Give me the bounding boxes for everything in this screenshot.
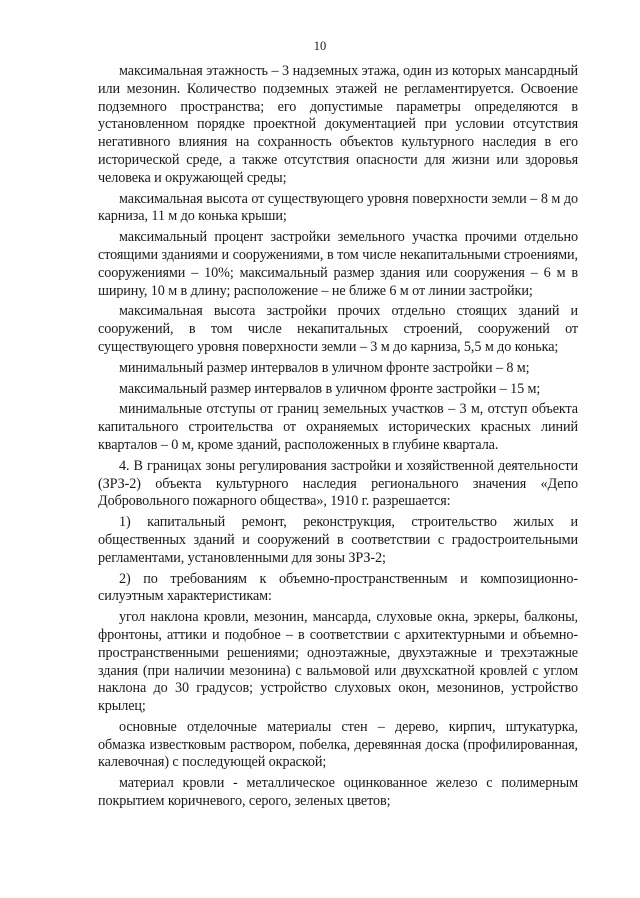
document-body [98, 63, 578, 814]
paragraph-max-height-other: максимальная высота застройки прочих отдельно стоящих зданий и сооружений, в том числе некапитальных строений, сооружений от существующего уровня поверхности земли – 3 м до карниза, 5,5 м до конька; [98, 303, 578, 355]
paragraph-roof-material: материал кровли - металлическое оцинкованное железо с полимерным покрытием коричневого, серого, зеленых цветов; [98, 775, 578, 810]
paragraph-max-height: максимальная высота от существующего уровня поверхности земли – 8 м до карниза, 11 м до конька крыши; [98, 190, 578, 225]
paragraph-zone-rz2-heading: 4. В границах зоны регулирования застройки и хозяйственной деятельности (ЗРЗ-2) объекта культурного наследия регионального значения «Депо Добровольного пожарного общества», 1910 г. разрешается: [98, 457, 578, 510]
paragraph-roof-angle: угол наклона кровли, мезонин, мансарда, слуховые окна, эркеры, балконы, фронтоны, аттики и подобное – в соответствии с архитектурными и объемно-пространственными решениями; одноэтажные, двухэтажные и трехэтажные здания (при наличии мезонина) с вальмовой или двухскатной кровлей с углом наклона до 30 градусов; устройство слуховых окон, мезонинов, устройство крылец; [98, 609, 578, 715]
paragraph-item-2: 2) по требованиям к объемно-пространственным и композиционно-силуэтным характеристикам: [98, 570, 578, 605]
paragraph-min-setbacks: минимальные отступы от границ земельных участков – 3 м, отступ объекта капитального строительства от охраняемых исторических красных линий кварталов – 0 м, кроме зданий, расположенных в глубине квартала. [98, 401, 578, 453]
paragraph-wall-materials: основные отделочные материалы стен – дерево, кирпич, штукатурка, обмазка известковым раствором, побелка, деревянная доска (профилированная, калевочная) с последующей окраской; [98, 718, 578, 771]
paragraph-max-interval: максимальный размер интервалов в уличном фронте застройки – 15 м; [119, 380, 541, 397]
paragraph-min-interval: минимальный размер интервалов в уличном фронте застройки – 8 м; [119, 359, 530, 376]
paragraph-max-floors: максимальная этажность – 3 надземных этажа, один из которых мансардный или мезонин. Количество подземных этажей не регламентируется. Освоение подземного пространства; его допустимые параметры определяются в установленном порядке проектной документацией при условии отсутствия негативного влияния на сохранность объектов культурного наследия в его исторической среде, а также отсутствия опасности для жизни или здоровья человека и окружающей среды; [98, 63, 578, 186]
page-number: 10 [313, 39, 327, 53]
paragraph-max-build-percent: максимальный процент застройки земельного участка прочими отдельно стоящими зданиями и сооружениями, в том числе некапитальными строениями, сооружениями – 10%; максимальный размер здания или сооружения – 6 м в ширину, 10 м в длину; расположение – не ближе 6 м от линии застройки; [98, 229, 578, 299]
paragraph-item-1: 1) капитальный ремонт, реконструкция, строительство жилых и общественных зданий и сооружений в соответствии с градостроительными регламентами, установленными для зоны ЗРЗ-2; [98, 514, 578, 566]
